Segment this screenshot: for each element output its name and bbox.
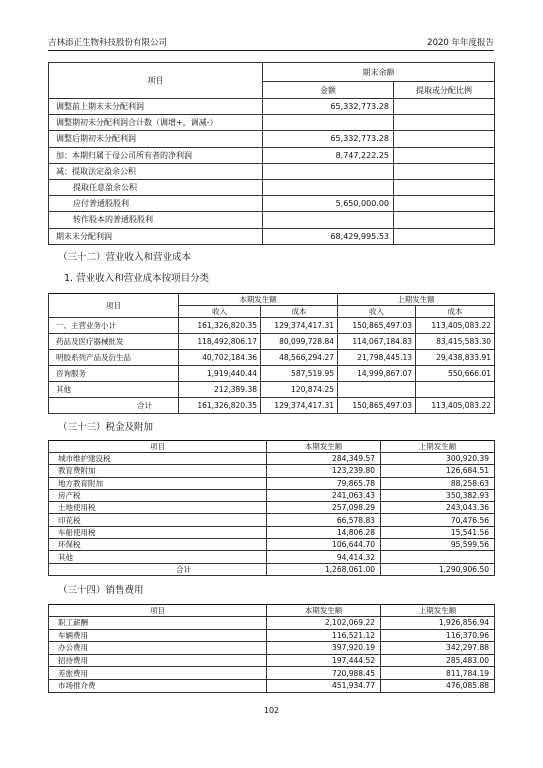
table-row xyxy=(49,526,495,538)
table-row xyxy=(49,539,495,551)
current-cell: 123,239.80 xyxy=(267,465,381,477)
col-header-item: 项目 xyxy=(49,605,267,617)
prior-cell: 1,926,856.94 xyxy=(381,617,495,630)
prior-cell: 300,920.39 xyxy=(381,453,495,465)
prior-cell: 95,599.56 xyxy=(381,539,495,551)
current-cost-total: 129,374,417.31 xyxy=(261,398,338,414)
table-row xyxy=(49,115,495,131)
row-label: 市场推介费 xyxy=(49,679,267,692)
prior-income-cell: 21,798,445.13 xyxy=(338,350,416,366)
col-header-prior-cost: 成本 xyxy=(416,306,495,318)
prior-cost-cell: 29,438,833.91 xyxy=(416,350,495,366)
total-label: 合计 xyxy=(49,563,267,575)
row-label: 差旅费用 xyxy=(49,667,267,680)
prior-cell: 811,784.19 xyxy=(381,667,495,680)
table-row xyxy=(49,514,495,526)
table-row xyxy=(49,334,495,350)
row-label: 车辆费用 xyxy=(49,629,267,642)
table-row xyxy=(49,99,495,115)
row-label: 地方教育附加 xyxy=(49,477,267,489)
row-label: 应付普通股股利 xyxy=(49,196,263,212)
header-rule xyxy=(48,50,494,51)
row-label: 环保税 xyxy=(49,539,267,551)
ratio-cell xyxy=(394,147,495,163)
row-label: 招待费用 xyxy=(49,654,267,667)
current-cell: 197,444.52 xyxy=(267,654,381,667)
row-label: 调整前上期末未分配利润 xyxy=(49,99,263,115)
table-row xyxy=(49,228,495,244)
current-cell: 397,920.19 xyxy=(267,642,381,655)
company-name: 吉林添正生物科技股份有限公司 xyxy=(48,38,168,48)
table-row xyxy=(49,654,495,667)
row-label: 药品及医疗器械批发 xyxy=(49,334,179,350)
current-cell: 2,102,069.22 xyxy=(267,617,381,630)
row-label: 其他 xyxy=(49,382,179,398)
table-header-row xyxy=(49,441,495,453)
ratio-cell xyxy=(394,179,495,195)
table-row xyxy=(49,453,495,465)
prior-cell: 116,370.96 xyxy=(381,629,495,642)
table-row xyxy=(49,212,495,228)
row-label: 咨询服务 xyxy=(49,366,179,382)
total-row xyxy=(49,563,495,575)
col-header-item: 项目 xyxy=(49,63,263,99)
ratio-cell xyxy=(394,196,495,212)
section-title-tax: （三十三）税金及附加 xyxy=(58,422,154,433)
prior-cell: 342,297.88 xyxy=(381,642,495,655)
col-header-period-end: 期末余额 xyxy=(263,63,495,82)
table-header-row xyxy=(49,294,495,306)
revenue-cost-table xyxy=(48,293,495,414)
current-cell: 451,934.77 xyxy=(267,679,381,692)
table-row xyxy=(49,679,495,692)
ratio-cell xyxy=(394,212,495,228)
col-header-current: 本期发生额 xyxy=(267,441,381,453)
current-income-cell: 1,919,440.44 xyxy=(179,366,261,382)
row-label: 减：提取法定盈余公积 xyxy=(49,163,263,179)
profit-distribution-table xyxy=(48,62,495,245)
col-header-prior: 上期发生额 xyxy=(381,605,495,617)
table-row xyxy=(49,465,495,477)
current-cell: 116,521.12 xyxy=(267,629,381,642)
prior-income-cell: 114,067,184.83 xyxy=(338,334,416,350)
prior-cell: 126,684.51 xyxy=(381,465,495,477)
table-row xyxy=(49,551,495,563)
amount-cell xyxy=(263,212,394,228)
prior-cell: 350,382.93 xyxy=(381,489,495,501)
current-income-cell: 161,326,820.35 xyxy=(179,318,261,334)
prior-cost-cell: 113,405,083.22 xyxy=(416,318,495,334)
current-cell: 79,865.78 xyxy=(267,477,381,489)
section-title-revenue: （三十二）营业收入和营业成本 xyxy=(58,252,192,263)
table-row xyxy=(49,179,495,195)
table-row xyxy=(49,617,495,630)
ratio-cell xyxy=(394,163,495,179)
col-header-current: 本期发生额 xyxy=(267,605,381,617)
current-cost-cell: 129,374,417.31 xyxy=(261,318,338,334)
row-label: 转作股本的普通股股利 xyxy=(49,212,263,228)
table-row xyxy=(49,642,495,655)
prior-cell xyxy=(381,551,495,563)
section-title-selling: （三十四）销售费用 xyxy=(58,585,144,596)
col-header-prior-income: 收入 xyxy=(338,306,416,318)
table-row xyxy=(49,131,495,147)
current-cell: 14,806.28 xyxy=(267,526,381,538)
current-cost-cell: 587,519.95 xyxy=(261,366,338,382)
prior-income-total: 150,865,497.03 xyxy=(338,398,416,414)
prior-income-cell: 150,865,497.03 xyxy=(338,318,416,334)
amount-cell xyxy=(263,179,394,195)
table-row xyxy=(49,667,495,680)
col-header-current-cost: 成本 xyxy=(261,306,338,318)
row-label: 印花税 xyxy=(49,514,267,526)
current-cell: 720,988.45 xyxy=(267,667,381,680)
current-income-total: 161,326,820.35 xyxy=(179,398,261,414)
section-subtitle-revenue: 1. 营业收入和营业成本按项目分类 xyxy=(64,273,210,284)
row-label: 土地使用税 xyxy=(49,502,267,514)
amount-cell: 65,332,773.28 xyxy=(263,131,394,147)
table-header-row xyxy=(49,605,495,617)
amount-cell xyxy=(263,115,394,131)
table-row xyxy=(49,147,495,163)
row-label: 其他 xyxy=(49,551,267,563)
table-row xyxy=(49,366,495,382)
table-header-row xyxy=(49,63,495,82)
current-cell: 94,414.32 xyxy=(267,551,381,563)
prior-cell: 70,476.56 xyxy=(381,514,495,526)
current-cost-cell: 80,099,728.84 xyxy=(261,334,338,350)
row-label: 办公费用 xyxy=(49,642,267,655)
prior-cost-total: 113,405,083.22 xyxy=(416,398,495,414)
prior-cost-cell xyxy=(416,382,495,398)
amount-cell: 5,650,000.00 xyxy=(263,196,394,212)
amount-cell: 8,747,222.25 xyxy=(263,147,394,163)
col-header-prior: 上期发生额 xyxy=(381,441,495,453)
table-row xyxy=(49,196,495,212)
table-row xyxy=(49,350,495,366)
row-label: 明胶系列产品及衍生品 xyxy=(49,350,179,366)
current-cell: 66,578.83 xyxy=(267,514,381,526)
prior-cell: 476,085.88 xyxy=(381,679,495,692)
prior-cell: 243,043.36 xyxy=(381,502,495,514)
current-income-cell: 118,492,806.17 xyxy=(179,334,261,350)
table-row xyxy=(49,318,495,334)
col-header-prior: 上期发生额 xyxy=(338,294,495,306)
col-header-amount: 金额 xyxy=(263,82,394,99)
col-header-item: 项目 xyxy=(49,294,179,318)
ratio-cell xyxy=(394,115,495,131)
col-header-current: 本期发生额 xyxy=(179,294,338,306)
row-label: 提取任意盈余公积 xyxy=(49,179,263,195)
col-header-ratio: 提取或分配比例 xyxy=(394,82,495,99)
row-label: 调整后期初未分配利润 xyxy=(49,131,263,147)
row-label: 教育费附加 xyxy=(49,465,267,477)
prior-income-cell: 14,999,867.07 xyxy=(338,366,416,382)
prior-income-cell xyxy=(338,382,416,398)
current-total: 1,268,061.00 xyxy=(267,563,381,575)
current-cost-cell: 120,874.25 xyxy=(261,382,338,398)
row-label: 房产税 xyxy=(49,489,267,501)
current-income-cell: 40,702,184.36 xyxy=(179,350,261,366)
ratio-cell xyxy=(394,131,495,147)
prior-cell: 285,483.00 xyxy=(381,654,495,667)
col-header-item: 项目 xyxy=(49,441,267,453)
prior-cost-cell: 550,666.01 xyxy=(416,366,495,382)
current-income-cell: 212,389.38 xyxy=(179,382,261,398)
row-label: 调整期初未分配利润合计数（调增+，调减-） xyxy=(49,115,263,131)
row-label: 加：本期归属于母公司所有者的净利润 xyxy=(49,147,263,163)
row-label: 职工薪酬 xyxy=(49,617,267,630)
col-header-current-income: 收入 xyxy=(179,306,261,318)
amount-cell: 68,429,995.53 xyxy=(263,228,394,244)
row-label: 城市维护建设税 xyxy=(49,453,267,465)
prior-cell: 88,258.63 xyxy=(381,477,495,489)
total-label: 合计 xyxy=(49,398,179,414)
row-label: 车船使用税 xyxy=(49,526,267,538)
tax-surcharge-table xyxy=(48,440,495,576)
table-row xyxy=(49,489,495,501)
amount-cell xyxy=(263,163,394,179)
prior-cost-cell: 83,415,583.30 xyxy=(416,334,495,350)
table-row xyxy=(49,382,495,398)
ratio-cell xyxy=(394,99,495,115)
current-cell: 241,063.43 xyxy=(267,489,381,501)
report-title: 2020 年年度报告 xyxy=(427,38,494,48)
table-row xyxy=(49,163,495,179)
prior-total: 1,290,906.50 xyxy=(381,563,495,575)
current-cost-cell: 48,566,294.27 xyxy=(261,350,338,366)
amount-cell: 65,332,773.28 xyxy=(263,99,394,115)
table-row xyxy=(49,502,495,514)
row-label: 期末未分配利润 xyxy=(49,228,263,244)
selling-expense-table xyxy=(48,604,495,693)
table-row xyxy=(49,477,495,489)
prior-cell: 15,541.56 xyxy=(381,526,495,538)
current-cell: 106,644.70 xyxy=(267,539,381,551)
table-row xyxy=(49,629,495,642)
current-cell: 257,098.29 xyxy=(267,502,381,514)
current-cell: 284,349.57 xyxy=(267,453,381,465)
row-label: 一、主营业务小计 xyxy=(49,318,179,334)
ratio-cell xyxy=(394,228,495,244)
page-number: 102 xyxy=(263,706,280,715)
total-row xyxy=(49,398,495,414)
